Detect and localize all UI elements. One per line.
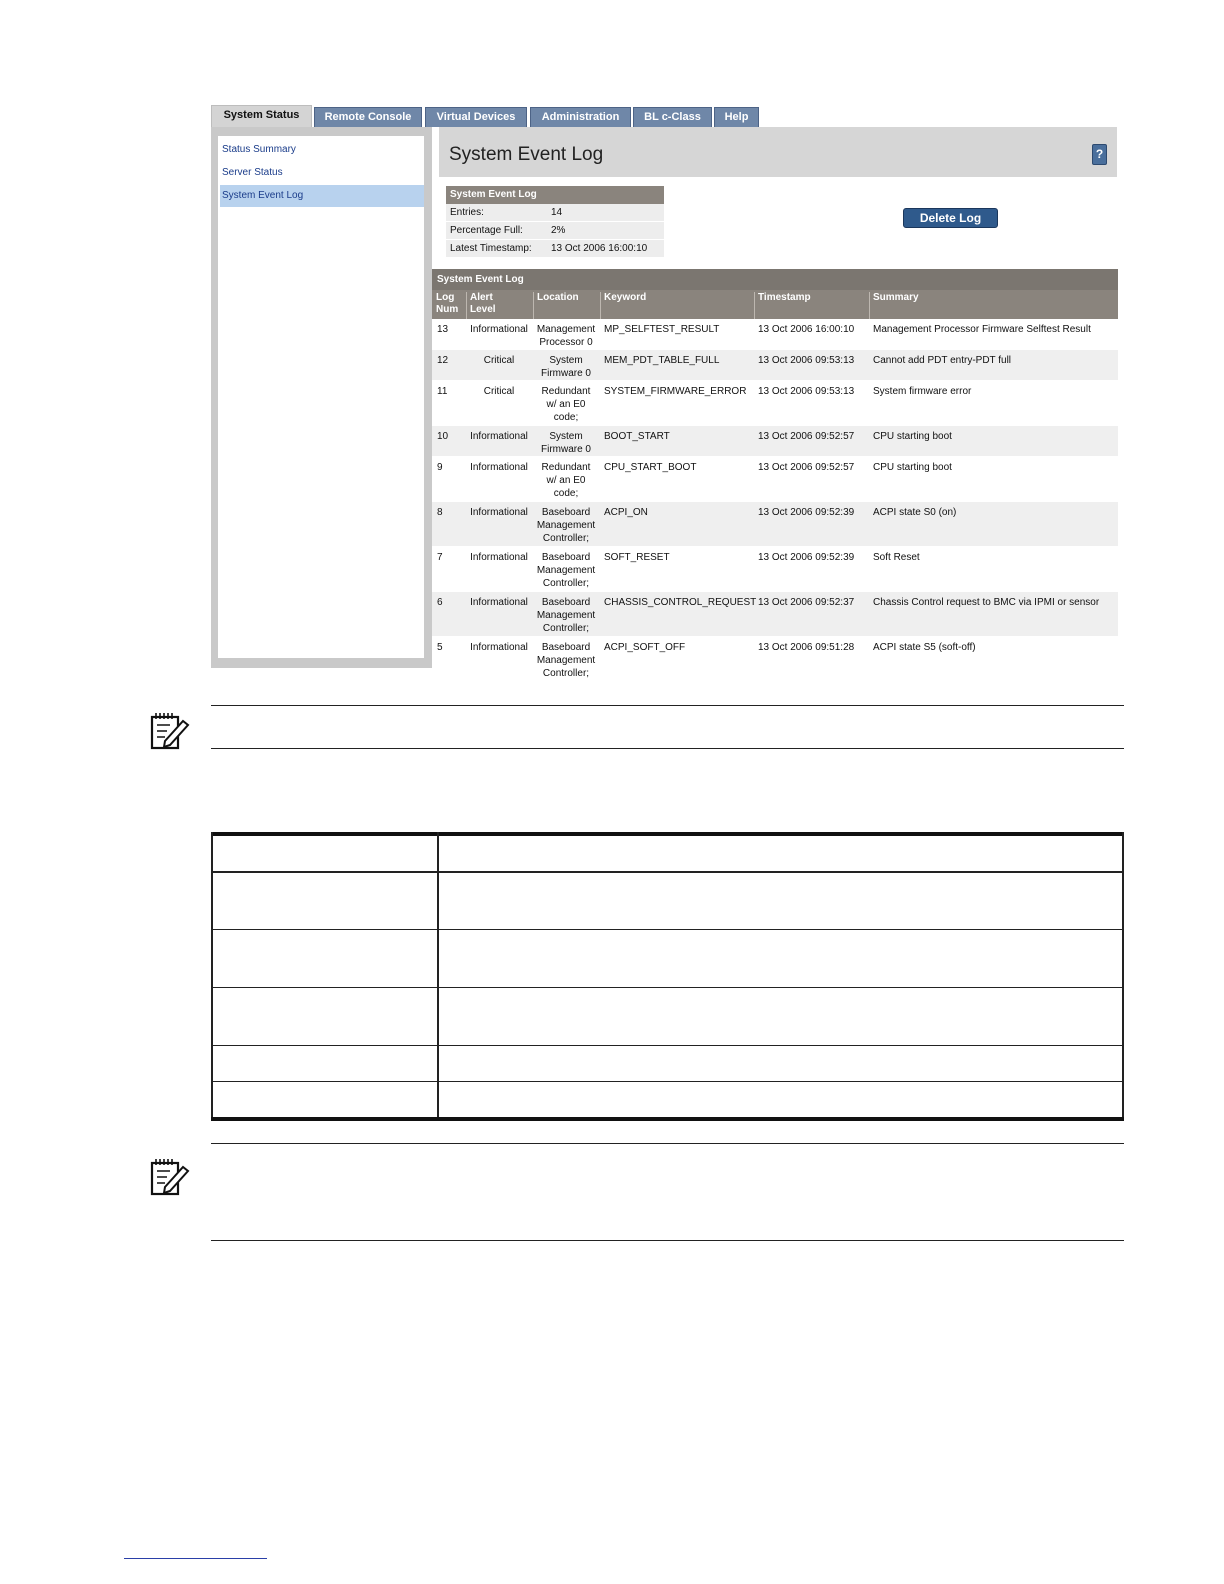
- footer-link-rule: [124, 1558, 267, 1559]
- event-log-table: [432, 269, 1118, 678]
- location-line: Management: [536, 655, 596, 666]
- timestamp-cell: 13 Oct 2006 09:53:13: [758, 355, 855, 366]
- location-line: w/ an E0: [546, 399, 586, 410]
- title-bar: [439, 127, 1117, 177]
- note-pencil-icon: [150, 1157, 190, 1197]
- log-num-cell: 7: [437, 552, 443, 563]
- table-top-border: [211, 832, 1124, 836]
- location-line: Management: [536, 324, 596, 335]
- col-alert-line1: Alert: [470, 292, 493, 303]
- table-bottom-border: [211, 1117, 1124, 1121]
- summary-key: Entries:: [450, 207, 484, 218]
- sidebar-item-status-summary[interactable]: Status Summary: [222, 144, 296, 155]
- tab-bl-c-class[interactable]: BL c-Class: [633, 107, 712, 127]
- table-column-divider: [437, 832, 439, 1121]
- log-num-cell: 10: [437, 431, 449, 442]
- event-log-body: [432, 319, 1118, 678]
- main-content: [432, 127, 1118, 679]
- log-num-cell: 11: [437, 386, 448, 397]
- log-row: [432, 637, 1118, 678]
- col-summary: Summary: [869, 292, 919, 319]
- location-cell: [534, 430, 598, 456]
- note-rule-top: [211, 1143, 1124, 1144]
- summary-cell: ACPI state S5 (soft-off): [873, 642, 976, 653]
- location-line: code;: [553, 488, 579, 499]
- log-num-cell: 12: [437, 355, 449, 366]
- note-rule-top: [211, 705, 1124, 706]
- summary-row: [446, 222, 664, 240]
- log-num-cell: 6: [437, 597, 443, 608]
- log-row: [432, 319, 1118, 350]
- summary-cell: Management Processor Firmware Selftest Result: [873, 324, 1091, 335]
- location-cell: [534, 385, 598, 424]
- location-line: Redundant: [541, 386, 591, 397]
- keyword-cell: SOFT_RESET: [604, 552, 670, 563]
- log-num-cell: 13: [437, 324, 449, 335]
- location-line: Firmware 0: [540, 444, 591, 455]
- summary-row: [446, 240, 664, 258]
- location-line: Controller;: [542, 533, 590, 544]
- keyword-cell: CPU_START_BOOT: [604, 462, 697, 473]
- event-log-header: [432, 290, 1118, 319]
- keyword-cell: BOOT_START: [604, 431, 670, 442]
- col-timestamp: Timestamp: [754, 292, 811, 319]
- timestamp-cell: 13 Oct 2006 09:52:57: [758, 462, 855, 473]
- log-num-cell: 8: [437, 507, 443, 518]
- alert-level-cell: Critical: [483, 355, 515, 366]
- log-row: [432, 426, 1118, 457]
- location-line: System: [549, 355, 583, 366]
- keyword-cell: ACPI_ON: [604, 507, 648, 518]
- location-line: Controller;: [542, 578, 590, 589]
- alert-level-cell: Informational: [470, 507, 528, 518]
- keyword-cell: MEM_PDT_TABLE_FULL: [604, 355, 720, 366]
- document-table: [211, 832, 1124, 1121]
- location-line: Management: [536, 565, 596, 576]
- summary-cell: ACPI state S0 (on): [873, 507, 957, 518]
- table-row-rule: [211, 987, 1124, 988]
- location-cell: [534, 596, 598, 635]
- location-line: Controller;: [542, 668, 590, 679]
- timestamp-cell: 13 Oct 2006 09:52:37: [758, 597, 855, 608]
- keyword-cell: MP_SELFTEST_RESULT: [604, 324, 720, 335]
- summary-cell: Chassis Control request to BMC via IPMI or sensor: [873, 597, 1100, 608]
- location-cell: [534, 354, 598, 380]
- table-right-border: [1122, 832, 1124, 1121]
- alert-level-cell: Informational: [470, 324, 528, 335]
- log-row: [432, 350, 1118, 381]
- summary-value: 13 Oct 2006 16:00:10: [551, 243, 648, 254]
- location-line: Baseboard: [541, 597, 591, 608]
- location-line: System: [549, 431, 583, 442]
- event-log-caption: System Event Log: [432, 269, 1118, 290]
- summary-heading: System Event Log: [446, 186, 664, 204]
- log-row: [432, 381, 1118, 426]
- location-line: Controller;: [542, 623, 590, 634]
- location-cell: [534, 641, 598, 680]
- table-header-rule: [211, 871, 1124, 873]
- location-line: Baseboard: [541, 642, 591, 653]
- location-line: Management: [536, 520, 596, 531]
- table-row-rule: [211, 929, 1124, 930]
- summary-cell: CPU starting boot: [873, 462, 952, 473]
- location-line: code;: [553, 412, 579, 423]
- timestamp-cell: 13 Oct 2006 09:52:57: [758, 431, 855, 442]
- sidebar-item-server-status[interactable]: Server Status: [222, 167, 283, 178]
- log-row: [432, 502, 1118, 547]
- summary-cell: Cannot add PDT entry-PDT full: [873, 355, 1012, 366]
- alert-level-cell: Informational: [470, 642, 528, 653]
- location-line: Baseboard: [541, 552, 591, 563]
- alert-level-cell: Informational: [470, 431, 528, 442]
- table-row-rule: [211, 1081, 1124, 1082]
- log-row: [432, 592, 1118, 637]
- summary-row: [446, 204, 664, 222]
- location-cell: [534, 461, 598, 500]
- keyword-cell: CHASSIS_CONTROL_REQUEST: [604, 597, 757, 608]
- alert-level-cell: Informational: [470, 552, 528, 563]
- location-line: Firmware 0: [540, 368, 591, 379]
- col-log-num-line1: Log: [436, 292, 455, 303]
- col-alert-line2: Level: [470, 304, 496, 315]
- summary-table: [446, 186, 664, 258]
- col-log-num: [432, 292, 458, 319]
- table-row-rule: [211, 1045, 1124, 1046]
- location-cell: [534, 506, 598, 545]
- timestamp-cell: 13 Oct 2006 09:52:39: [758, 507, 855, 518]
- tab-system-status[interactable]: System Status: [211, 105, 312, 127]
- note-pencil-icon: [150, 711, 190, 751]
- tab-virtual-devices[interactable]: Virtual Devices: [425, 107, 527, 127]
- tab-administration[interactable]: Administration: [530, 107, 631, 127]
- col-log-num-line2: Num: [436, 304, 459, 315]
- summary-cell: CPU starting boot: [873, 431, 952, 442]
- log-num-cell: 9: [437, 462, 443, 473]
- summary-key: Latest Timestamp:: [450, 243, 532, 254]
- alert-level-cell: Informational: [470, 462, 528, 473]
- timestamp-cell: 13 Oct 2006 09:51:28: [758, 642, 855, 653]
- location-cell: [534, 323, 598, 349]
- summary-cell: Soft Reset: [873, 552, 920, 563]
- sidebar-item-system-event-log[interactable]: System Event Log: [220, 185, 424, 207]
- help-icon[interactable]: ?: [1092, 144, 1107, 165]
- location-line: Processor 0: [539, 337, 593, 348]
- log-row: [432, 457, 1118, 502]
- summary-value: 14: [551, 207, 563, 218]
- summary-value: 2%: [551, 225, 566, 236]
- note-rule-bottom: [211, 1240, 1124, 1241]
- system-event-log-screenshot: [211, 105, 1118, 679]
- timestamp-cell: 13 Oct 2006 09:53:13: [758, 386, 855, 397]
- tab-remote-console[interactable]: Remote Console: [314, 107, 422, 127]
- timestamp-cell: 13 Oct 2006 09:52:39: [758, 552, 855, 563]
- alert-level-cell: Informational: [470, 597, 528, 608]
- log-num-cell: 5: [437, 642, 443, 653]
- page-title: System Event Log: [449, 144, 604, 165]
- location-line: Management: [536, 610, 596, 621]
- location-line: w/ an E0: [546, 475, 586, 486]
- keyword-cell: ACPI_SOFT_OFF: [604, 642, 686, 653]
- location-cell: [534, 551, 598, 590]
- tab-help[interactable]: Help: [714, 107, 759, 127]
- log-row: [432, 547, 1118, 592]
- location-line: Baseboard: [541, 507, 591, 518]
- location-line: Redundant: [541, 462, 591, 473]
- alert-level-cell: Critical: [483, 386, 515, 397]
- timestamp-cell: 13 Oct 2006 16:00:10: [758, 324, 855, 335]
- sidebar-inner: [218, 136, 424, 658]
- tab-bar: [211, 105, 1118, 127]
- table-left-border: [211, 832, 213, 1121]
- col-keyword: Keyword: [600, 292, 646, 319]
- keyword-cell: SYSTEM_FIRMWARE_ERROR: [604, 386, 747, 397]
- note-rule-bottom: [211, 748, 1124, 749]
- col-alert-level: [466, 292, 496, 319]
- sidebar: [211, 127, 432, 668]
- summary-cell: System firmware error: [873, 386, 972, 397]
- summary-key: Percentage Full:: [450, 225, 523, 236]
- delete-log-button[interactable]: Delete Log: [903, 208, 998, 228]
- col-location: Location: [533, 292, 579, 319]
